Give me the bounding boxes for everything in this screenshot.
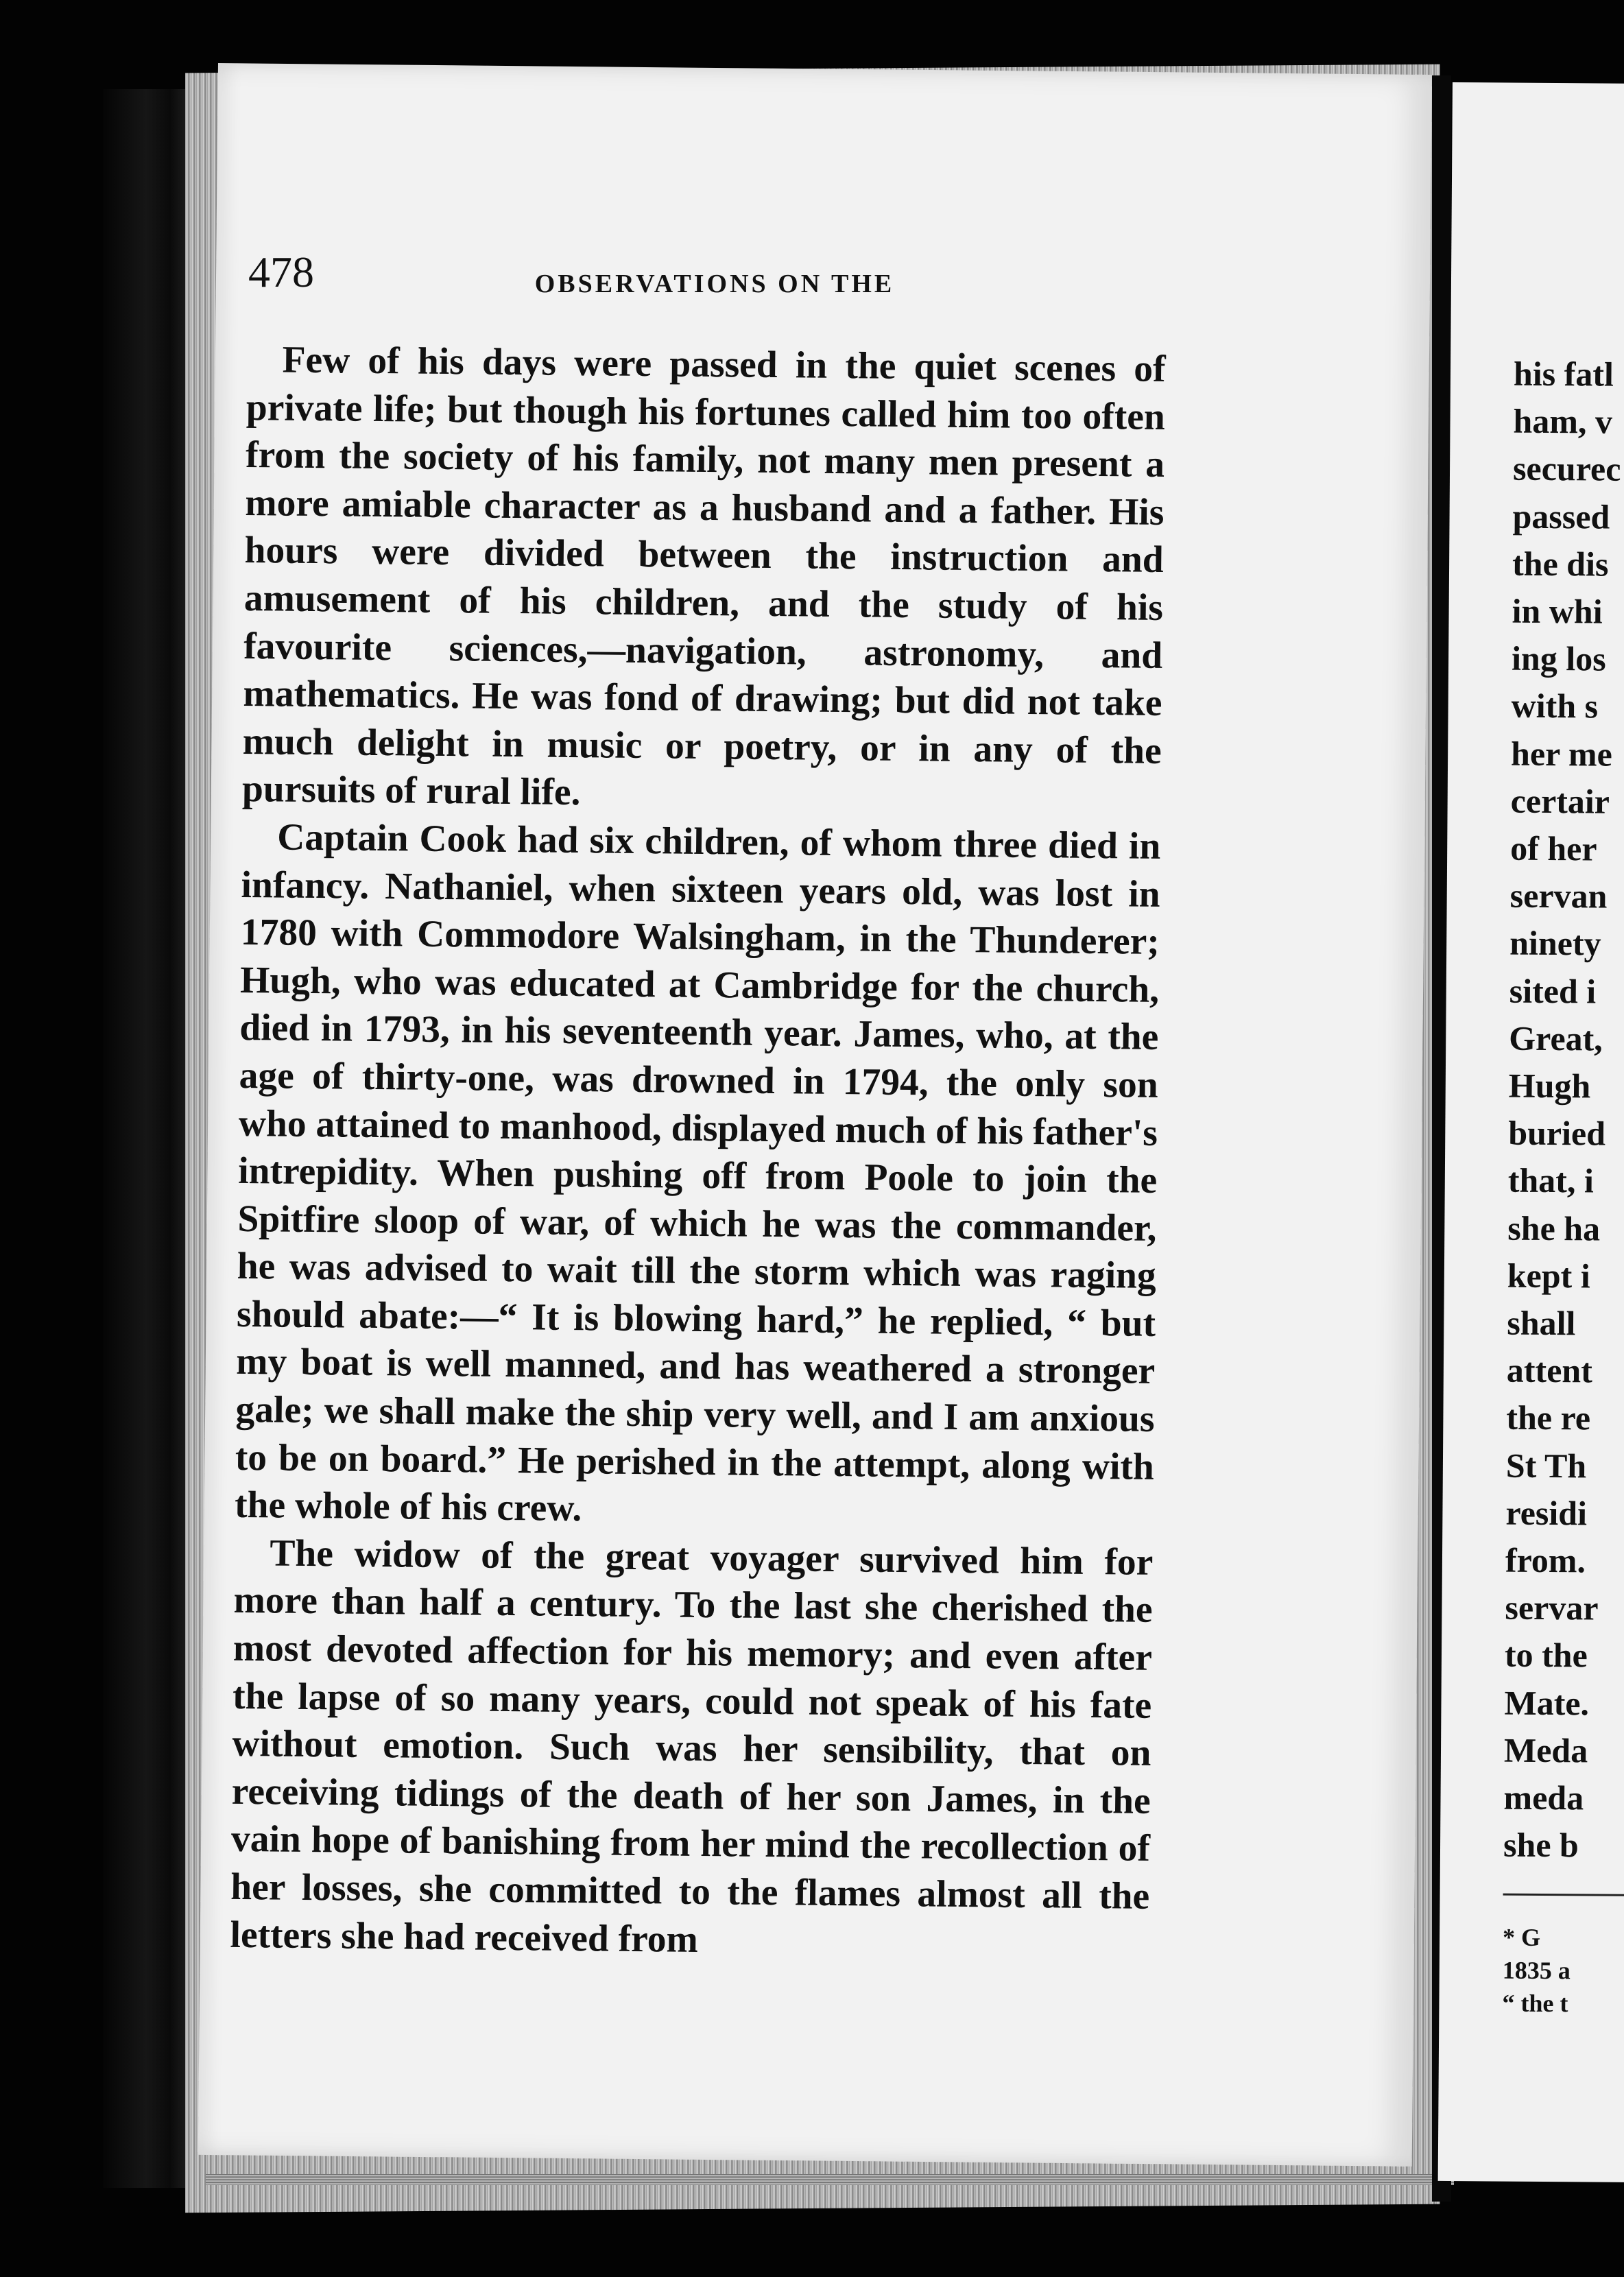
bottom-page-edges [206, 2174, 1454, 2185]
right-page-line: servan [1509, 876, 1608, 916]
right-page-line: to the [1504, 1636, 1588, 1675]
right-page-text [1503, 350, 1624, 1870]
right-page-footnote [1502, 1921, 1624, 2021]
right-page-footnote-line: * G [1502, 1923, 1541, 1951]
right-page-line: Hugh [1508, 1066, 1591, 1106]
running-head [248, 247, 1140, 309]
right-page-line: she b [1503, 1825, 1579, 1865]
right-page-line: his fatl [1513, 354, 1614, 394]
right-page-line: her me [1510, 734, 1613, 774]
right-page-footnote-line: “ the t [1502, 1989, 1568, 2018]
footnote-rule [1503, 1894, 1624, 1897]
body-text [230, 336, 1166, 1968]
right-page-footnote-line: 1835 a [1502, 1956, 1571, 1985]
right-page-line: residi [1505, 1493, 1588, 1533]
right-page-line: ing los [1511, 639, 1606, 678]
paragraph: Few of his days were passed in the quiet scenes of private life; but though his fortunes called him too often from the society of his family, not many men present a more amiable character as a husband and a father. His hours were divided between the instruction and amusement of his children, and the study of his favourite sciences,—navigation, astronomy, and mathematics. He was fond of drawing; but did not take much delight in music or poetry, or in any of the pursuits of rural life. [241, 339, 1166, 814]
book-spine [103, 89, 199, 2188]
right-page-line: Mate. [1504, 1683, 1590, 1723]
right-page-line: that, i [1507, 1161, 1595, 1200]
right-page-line: she ha [1507, 1208, 1601, 1248]
right-page-line: shall [1507, 1303, 1576, 1343]
page-number: 478 [248, 248, 314, 296]
right-page-line: ham, v [1513, 401, 1613, 441]
right-page-line: ninety [1509, 924, 1601, 963]
right-page-line: in whi [1512, 591, 1603, 631]
right-page-line: buried [1508, 1113, 1606, 1153]
right-page-line: with s [1511, 687, 1599, 726]
right-page-line: servar [1505, 1588, 1599, 1628]
right-page-line: of her [1510, 828, 1597, 868]
right-page-line: from. [1505, 1540, 1586, 1580]
right-page-line: Meda [1503, 1730, 1588, 1770]
right-page-line: kept i [1507, 1256, 1590, 1296]
right-page-line: the re [1506, 1398, 1591, 1438]
page-header-title: OBSERVATIONS ON THE [534, 270, 895, 298]
right-page-line: certair [1510, 781, 1610, 821]
right-page-line: St Th [1505, 1446, 1587, 1486]
right-page-line: attent [1506, 1350, 1593, 1390]
paragraph: The widow of the great voyager survived him for more than half a century. To the last she cherished the most devoted affection for his memory; and even after the lapse of so many years, could not speak of his fate without emotion. Such was her sensibility, that on receiving tidings of the death of her son James, in the vain hope of banishing from her mind the recollection of her losses, she committed to the flames almost all the letters she had received from [230, 1532, 1154, 1961]
right-page [1438, 82, 1624, 2182]
right-page-line: securec [1512, 449, 1621, 489]
right-page-line: passed [1512, 497, 1610, 536]
right-page-line: Great, [1509, 1018, 1603, 1058]
right-page-line: meda [1503, 1778, 1584, 1817]
right-page-line: sited i [1509, 971, 1597, 1011]
right-page-line: the dis [1512, 544, 1609, 584]
paragraph: Captain Cook had six children, of whom three died in infancy. Nathaniel, when sixteen years old, was lost in 1780 with Commodore Walsingham, in the Thunderer; Hugh, who was educated at Cambridge for the church, died in 1793, in his seventeenth year. James, who, at the age of thirty-one, was drowned in 1794, the only son who attained to manhood, displayed much of his father's intrepidity. When pushing off from Poole to join the Spitfire sloop of war, of which he was the commander, he was advised to wait till the storm which was raging should abate:—“ It is blowing hard,” he replied, “ but my boat is well manned, and has weathered a stronger gale; we shall make the ship very well, and I am anxious to be on board.” He perished in the attempt, along with the whole of his crew. [234, 816, 1161, 1530]
